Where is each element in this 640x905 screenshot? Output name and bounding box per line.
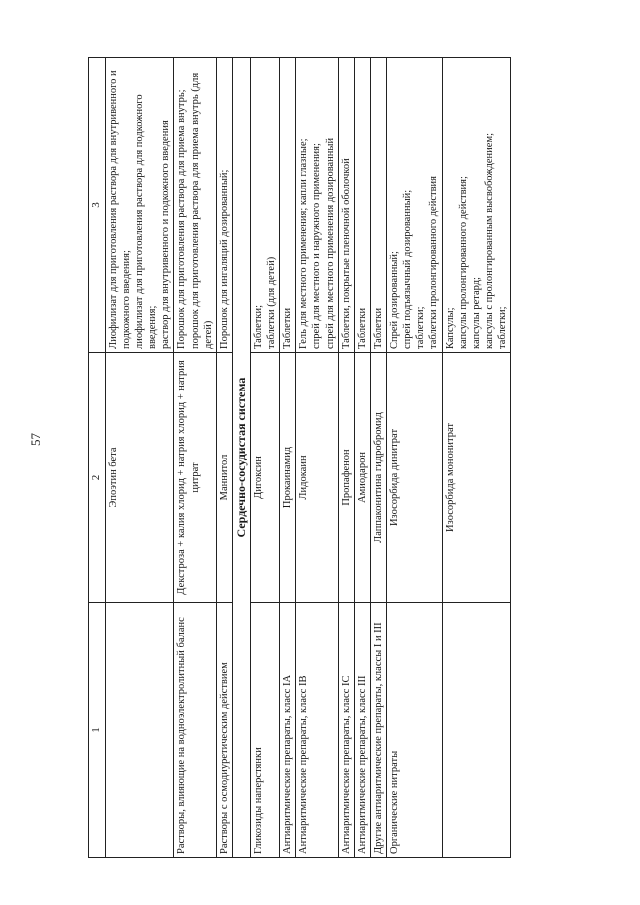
group-cell xyxy=(105,603,174,858)
column-header: 2 xyxy=(89,353,106,603)
table-row xyxy=(216,58,232,858)
forms-cell xyxy=(387,58,443,353)
drug-cell: Пропафенон xyxy=(338,353,354,603)
group-cell: Другие антиаритмические препараты, классы I и III xyxy=(370,603,386,858)
header-row xyxy=(89,58,106,858)
forms-cell xyxy=(280,58,296,353)
group-cell: Антиаритмические препараты, класс IB xyxy=(296,603,338,858)
dosage-form: Капсулы; xyxy=(444,307,456,349)
rotated-sheet xyxy=(88,58,628,858)
drug-cell: Маннитол xyxy=(216,353,232,603)
dosage-form: Лиофилизат для приготовления раствора для внутривенного и подкожного введения; xyxy=(107,70,132,349)
group-cell: Антиаритмические препараты, класс IA xyxy=(280,603,296,858)
forms-cell xyxy=(370,58,386,353)
section-row xyxy=(232,58,250,858)
dosage-form: Порошок для ингаляций дозированный; xyxy=(218,169,230,349)
group-cell: Органические нитраты xyxy=(387,603,443,858)
forms-cell xyxy=(296,58,338,353)
dosage-form: Порошок для приготовления раствора для приема внутрь; xyxy=(176,89,188,349)
table-row xyxy=(442,58,511,858)
table-row xyxy=(250,58,279,858)
dosage-form: Таблетки, покрытые пленочной оболочкой xyxy=(340,158,352,349)
dosage-form: капсулы с пролонгированным высвобождением; xyxy=(483,132,495,349)
dosage-form: Таблетки xyxy=(372,307,384,349)
forms-cell xyxy=(354,58,370,353)
group-cell: Растворы, влияющие на водноэлектролитный баланс xyxy=(174,603,216,858)
dosage-form: Спрей дозированный; xyxy=(389,251,400,349)
table-row xyxy=(296,58,338,858)
drug-cell: Декстроза + калия хлорид + натрия хлорид + натрия цитрат xyxy=(174,353,216,603)
dosage-form: таблетки; xyxy=(415,306,427,349)
dosage-form: таблетки пролонгированного действия xyxy=(428,176,440,349)
section-title: Сердечно-сосудистая система xyxy=(232,58,250,858)
dosage-form: капсулы пролонгированного действия; xyxy=(457,176,469,349)
dosage-form: Таблетки xyxy=(356,307,368,349)
page-number: 57 xyxy=(28,433,43,446)
forms-cell xyxy=(442,58,511,353)
dosage-form: капсулы ретард; xyxy=(470,277,482,349)
dosage-form: порошок для приготовления раствора для приема внутрь (для детей) xyxy=(189,72,214,349)
table-row xyxy=(174,58,216,858)
dosage-form: спрей для местного и наружного применения; xyxy=(311,143,323,349)
dosage-form: таблетки (для детей) xyxy=(266,256,277,349)
dosage-form: раствор для внутривенного и подкожного введения xyxy=(160,120,172,349)
drug-cell: Изосорбида динитрат xyxy=(387,353,443,603)
drug-cell: Прокаинамид xyxy=(280,353,296,603)
forms-cell xyxy=(105,58,174,353)
drug-cell: Лаппаконитина гидробромид xyxy=(370,353,386,603)
drug-cell: Лидокаин xyxy=(296,353,338,603)
table-row xyxy=(280,58,296,858)
group-cell: Растворы с осмодиуретическим действием xyxy=(216,603,232,858)
drug-cell: Изосорбида мононитрат xyxy=(442,353,511,603)
dosage-form: таблетки; xyxy=(497,306,508,349)
group-cell: Антиаритмические препараты, класс III xyxy=(354,603,370,858)
group-cell: Гликозиды наперстянки xyxy=(250,603,279,858)
table-row xyxy=(105,58,174,858)
drug-cell: Амиодарон xyxy=(354,353,370,603)
group-cell: Антиаритмические препараты, класс IC xyxy=(338,603,354,858)
forms-cell xyxy=(216,58,232,353)
dosage-form: спрей для местного применения дозированный xyxy=(324,137,336,349)
table-row xyxy=(370,58,386,858)
drug-cell: Эпоэтин бета xyxy=(105,353,174,603)
dosage-form: Таблетки xyxy=(282,307,294,349)
dosage-form: спрей подъязычный дозированный; xyxy=(402,189,414,349)
table-row xyxy=(338,58,354,858)
drug-cell: Дигоксин xyxy=(250,353,279,603)
group-cell xyxy=(442,603,511,858)
dosage-form: Таблетки; xyxy=(252,304,264,349)
column-header: 3 xyxy=(89,58,106,353)
drug-table xyxy=(88,57,511,858)
dosage-form: Гель для местного применения; капли глазные; xyxy=(298,138,310,349)
table-row xyxy=(354,58,370,858)
forms-cell xyxy=(338,58,354,353)
column-header: 1 xyxy=(89,603,106,858)
forms-cell xyxy=(174,58,216,353)
dosage-form: лиофилизат для приготовления раствора для подкожного введения; xyxy=(134,94,159,349)
forms-cell xyxy=(250,58,279,353)
table-row xyxy=(387,58,443,858)
